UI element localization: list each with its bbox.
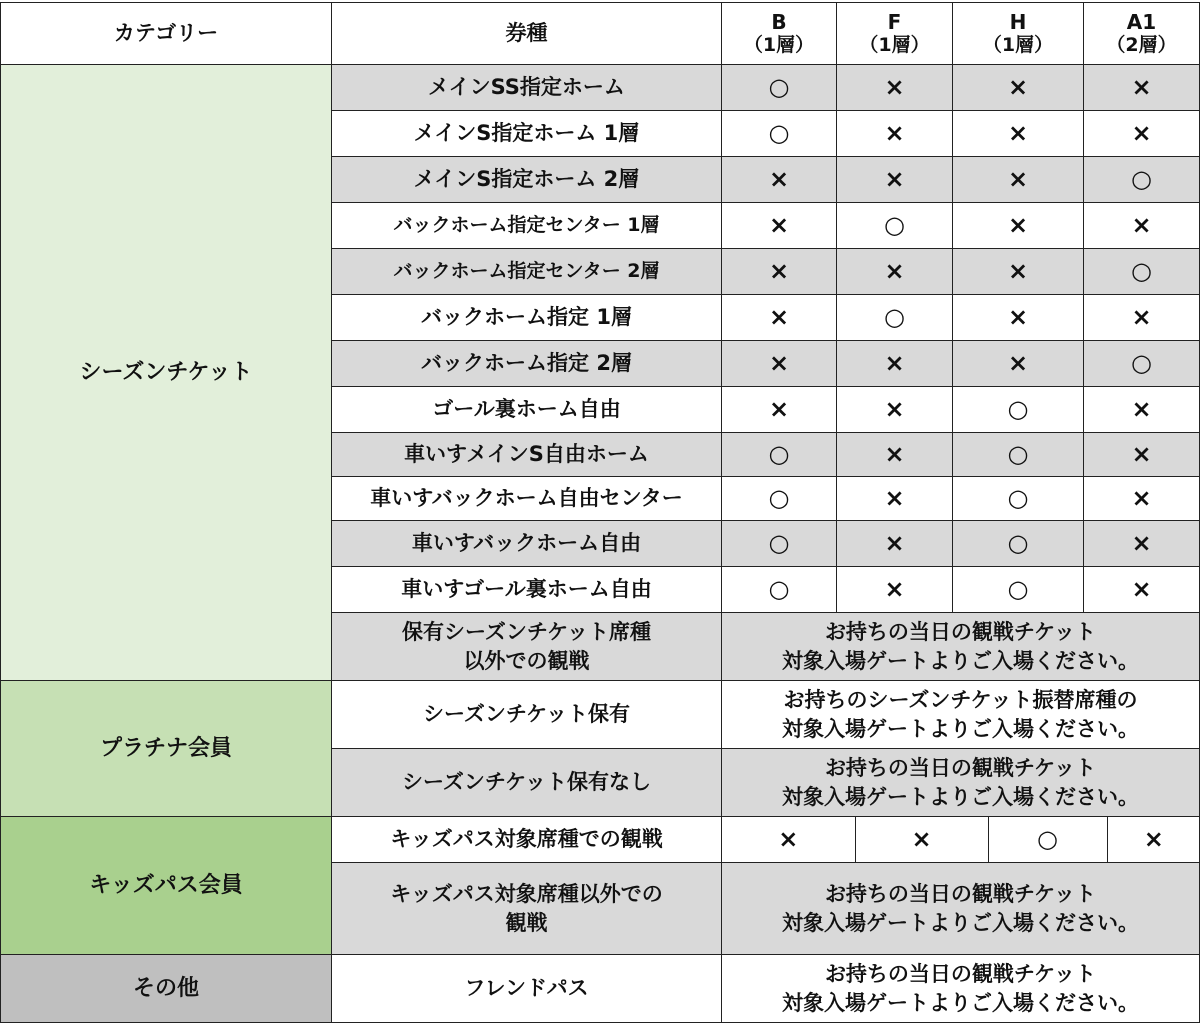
kids-marks-cell	[722, 817, 1200, 863]
note-line: お持ちの当日の観戦チケット	[824, 755, 1097, 780]
entry-note	[722, 955, 1200, 1023]
mark-cell: ×	[837, 65, 953, 111]
header-gate-b	[722, 3, 837, 65]
ticket-line: キッズパス対象席種以外での	[390, 881, 663, 906]
mark-cell: ○	[722, 433, 837, 477]
mark-cell: ○	[722, 521, 837, 567]
table-row	[1, 817, 1200, 863]
mark-cell: ×	[722, 295, 837, 341]
ticket-type-cell: ゴール裏ホーム自由	[332, 387, 722, 433]
gate-f-name: F	[887, 9, 902, 34]
mark-cell: ×	[722, 341, 837, 387]
table-row	[1, 65, 1200, 111]
ticket-type-cell	[332, 613, 722, 681]
ticket-type-cell: シーズンチケット保有なし	[332, 749, 722, 817]
gate-b-floor: （1層）	[743, 33, 815, 56]
note-line: お持ちの当日の観戦チケット	[824, 619, 1097, 644]
gate-a1-name: A1	[1126, 9, 1157, 34]
note-line: お持ちの当日の観戦チケット	[824, 881, 1097, 906]
entry-note	[722, 863, 1200, 955]
table-row	[1, 955, 1200, 1023]
mark-cell: ○	[953, 567, 1084, 613]
ticket-type-cell: 車いすバックホーム自由センター	[332, 477, 722, 521]
ticket-line: 保有シーズンチケット席種	[401, 619, 652, 644]
ticket-line: 以外での観戦	[463, 648, 590, 673]
mark-cell: ×	[722, 157, 837, 203]
category-other: その他	[1, 955, 332, 1023]
mark-cell: ○	[953, 433, 1084, 477]
header-category: カテゴリー	[1, 3, 332, 65]
kids-marks-row	[722, 817, 1200, 862]
category-kids-pass-member: キッズパス会員	[1, 817, 332, 955]
gate-h-floor: （1層）	[982, 33, 1054, 56]
mark-cell: ×	[953, 341, 1084, 387]
mark-cell: ×	[837, 111, 953, 157]
ticket-line: 観戦	[505, 910, 548, 935]
ticket-type-cell: バックホーム指定センター 1層	[332, 203, 722, 249]
header-row	[1, 3, 1200, 65]
mark-cell: ×	[722, 203, 837, 249]
header-gate-a1	[1084, 3, 1200, 65]
mark-cell: ○	[953, 387, 1084, 433]
mark-cell: ×	[1084, 567, 1200, 613]
ticket-type-cell: バックホーム指定 1層	[332, 295, 722, 341]
note-line: 対象入場ゲートよりご入場ください。	[782, 716, 1139, 741]
ticket-type-cell: バックホーム指定センター 2層	[332, 249, 722, 295]
mark-cell: ×	[1084, 65, 1200, 111]
mark-cell: ×	[837, 387, 953, 433]
mark-cell: ○	[837, 295, 953, 341]
mark-cell: ×	[837, 477, 953, 521]
mark-cell: ×	[855, 817, 988, 862]
entry-note	[722, 613, 1200, 681]
note-line: 対象入場ゲートよりご入場ください。	[782, 648, 1139, 673]
mark-cell: ○	[722, 111, 837, 157]
mark-cell: ×	[1084, 203, 1200, 249]
ticket-type-cell: メインS指定ホーム 1層	[332, 111, 722, 157]
mark-cell: ×	[953, 295, 1084, 341]
gate-f-floor: （1層）	[859, 33, 930, 56]
gate-a1-floor: （2層）	[1106, 33, 1177, 56]
kids-marks-table	[722, 817, 1200, 862]
ticket-type-cell: 車いすバックホーム自由	[332, 521, 722, 567]
mark-cell: ×	[837, 433, 953, 477]
ticket-type-cell: メインS指定ホーム 2層	[332, 157, 722, 203]
mark-cell: ○	[953, 521, 1084, 567]
mark-cell: ○	[1084, 249, 1200, 295]
entry-gate-table	[0, 2, 1200, 1023]
mark-cell: ×	[837, 157, 953, 203]
header-ticket-type: 券種	[332, 3, 722, 65]
gate-h-name: H	[1009, 9, 1027, 34]
entry-note	[722, 749, 1200, 817]
ticket-type-cell: 車いすメインS自由ホーム	[332, 433, 722, 477]
ticket-type-cell: メインSS指定ホーム	[332, 65, 722, 111]
mark-cell: ×	[1084, 521, 1200, 567]
ticket-type-cell: 車いすゴール裏ホーム自由	[332, 567, 722, 613]
mark-cell: ○	[722, 477, 837, 521]
mark-cell: ×	[1084, 387, 1200, 433]
mark-cell: ×	[953, 157, 1084, 203]
ticket-type-cell: キッズパス対象席種での観戦	[332, 817, 722, 863]
mark-cell: ×	[722, 817, 855, 862]
category-platinum-member: プラチナ会員	[1, 681, 332, 817]
mark-cell: ×	[953, 249, 1084, 295]
note-line: お持ちの当日の観戦チケット	[824, 961, 1097, 986]
mark-cell: ×	[953, 65, 1084, 111]
mark-cell: ×	[1084, 477, 1200, 521]
mark-cell: ×	[837, 567, 953, 613]
mark-cell: ×	[722, 249, 837, 295]
mark-cell: ○	[988, 817, 1107, 862]
mark-cell: ○	[722, 65, 837, 111]
mark-cell: ○	[1084, 341, 1200, 387]
mark-cell: ×	[1084, 433, 1200, 477]
gate-b-name: B	[771, 9, 787, 34]
mark-cell: ×	[722, 387, 837, 433]
mark-cell: ×	[1084, 295, 1200, 341]
mark-cell: ×	[837, 249, 953, 295]
category-season-ticket: シーズンチケット	[1, 65, 332, 681]
ticket-type-cell	[332, 863, 722, 955]
note-line: 対象入場ゲートよりご入場ください。	[782, 990, 1139, 1015]
mark-cell: ○	[953, 477, 1084, 521]
mark-cell: ○	[837, 203, 953, 249]
note-line: 対象入場ゲートよりご入場ください。	[782, 784, 1139, 809]
mark-cell: ×	[953, 203, 1084, 249]
note-line: お持ちのシーズンチケット振替席種の	[783, 687, 1138, 712]
header-gate-f	[837, 3, 953, 65]
header-gate-h	[953, 3, 1084, 65]
entry-note	[722, 681, 1200, 749]
ticket-type-cell: フレンドパス	[332, 955, 722, 1023]
ticket-type-cell: シーズンチケット保有	[332, 681, 722, 749]
mark-cell: ○	[1084, 157, 1200, 203]
mark-cell: ×	[953, 111, 1084, 157]
mark-cell: ×	[837, 521, 953, 567]
mark-cell: ○	[722, 567, 837, 613]
mark-cell: ×	[837, 341, 953, 387]
note-line: 対象入場ゲートよりご入場ください。	[782, 910, 1139, 935]
table-row	[1, 681, 1200, 749]
mark-cell: ×	[1107, 817, 1200, 862]
ticket-type-cell: バックホーム指定 2層	[332, 341, 722, 387]
mark-cell: ×	[1084, 111, 1200, 157]
